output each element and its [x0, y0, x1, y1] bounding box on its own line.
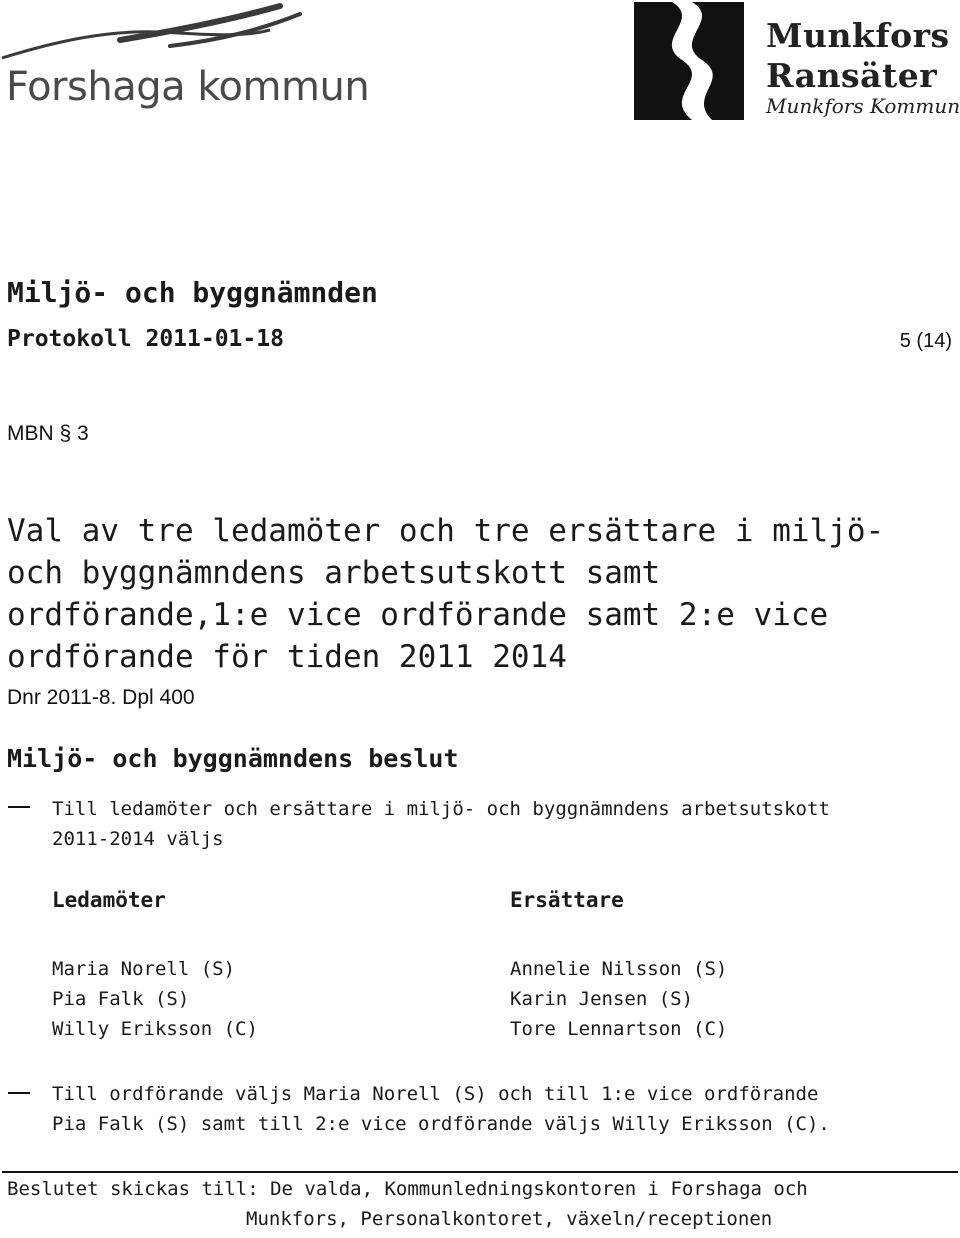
section-title: Val av tre ledamöter och tre ersättare i miljö- och byggnämndens arbetsutskott samt ordförande,1:e vice ordförande samt 2:e vice ordförande för tiden 2011 2014: [7, 513, 885, 675]
page-number: 5 (14): [899, 330, 952, 352]
substitute-name: Karin Jensen (S): [510, 988, 694, 1010]
substitute-name: Tore Lennartson (C): [510, 1018, 728, 1040]
committee-title: Miljö- och byggnämnden: [7, 276, 378, 309]
forshaga-logo-text: Forshaga kommun: [6, 64, 370, 110]
substitutes-list: [510, 954, 727, 1044]
munkfors-kommun-logo-text: Munkfors Kommun: [766, 94, 960, 118]
decision-item-1-line-1: Till ledamöter och ersättare i miljö- och byggnämndens arbetsutskott: [52, 798, 830, 820]
member-name: Maria Norell (S): [52, 958, 236, 980]
member-name: Willy Eriksson (C): [52, 1018, 258, 1040]
dash-bullet: [8, 1092, 30, 1094]
protocol-date: Protokoll 2011-01-18: [7, 326, 284, 352]
ransater-logo-text: Ransäter: [766, 56, 938, 95]
paragraph-id: MBN § 3: [7, 422, 89, 445]
decision-item-1-line-2: 2011-2014 väljs: [52, 828, 224, 850]
members-heading: Ledamöter: [52, 888, 166, 912]
substitutes-heading: Ersättare: [510, 888, 624, 912]
munkfors-logo-mark: [632, 0, 752, 124]
members-list: [52, 954, 258, 1044]
distribution-line-2: Munkfors, Personalkontoret, växeln/receptionen: [246, 1208, 773, 1230]
member-name: Pia Falk (S): [52, 988, 190, 1010]
munkfors-logo-text: Munkfors: [766, 16, 950, 55]
decision-item-2-line-1: Till ordförande väljs Maria Norell (S) och till 1:e vice ordförande: [52, 1083, 819, 1105]
case-number: Dnr 2011-8. Dpl 400: [7, 686, 195, 709]
decision-heading: Miljö- och byggnämndens beslut: [7, 744, 459, 773]
decision-item-2-line-2: Pia Falk (S) samt till 2:e vice ordförande väljs Willy Eriksson (C).: [52, 1113, 830, 1135]
substitute-name: Annelie Nilsson (S): [510, 958, 728, 980]
distribution-line-1: Beslutet skickas till: De valda, Kommunledningskontoren i Forshaga och: [7, 1178, 808, 1200]
footer-divider: [2, 1171, 958, 1173]
dash-bullet: [8, 806, 30, 808]
